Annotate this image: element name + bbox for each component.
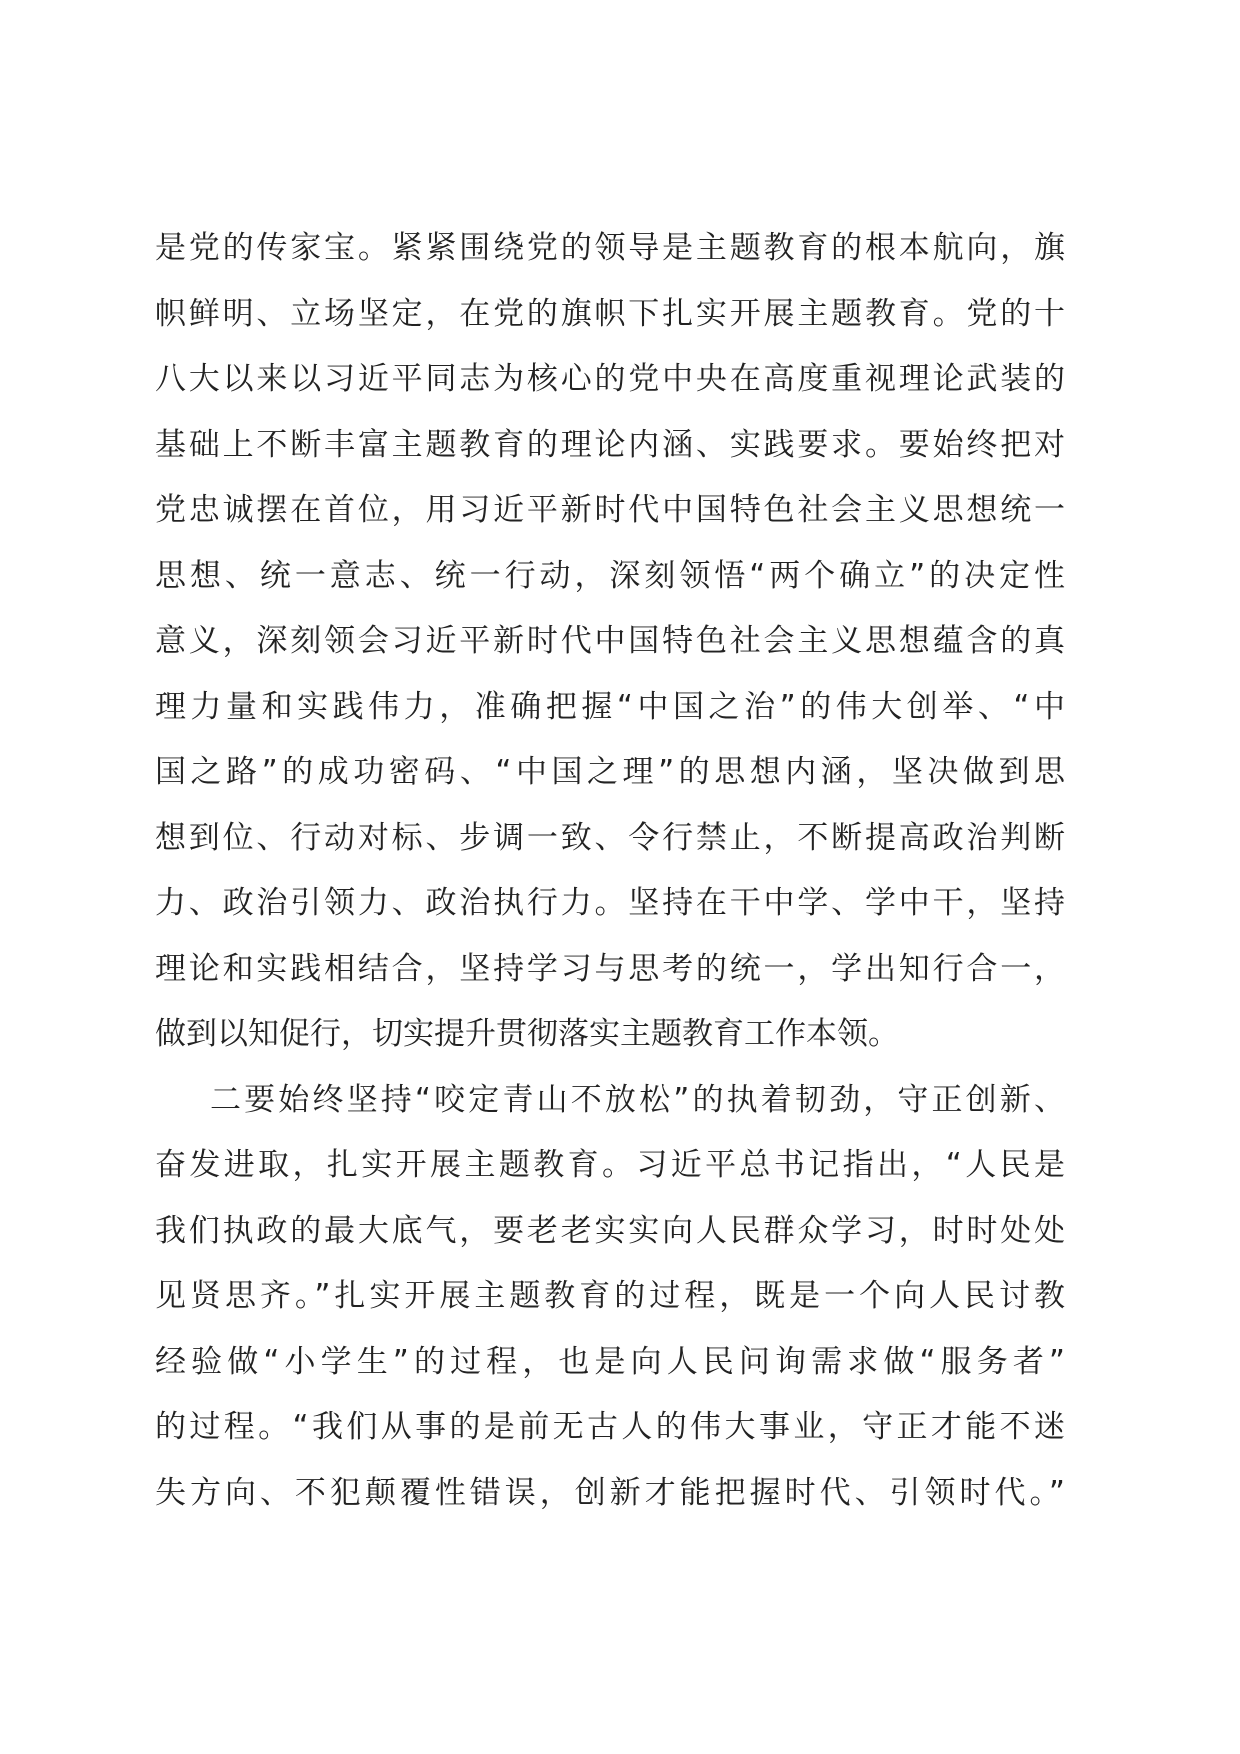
text-line: 经验做“小学生”的过程，也是向人民问询需求做“服务者” xyxy=(155,1343,1065,1380)
text-line: 我们执政的最大底气，要老老实实向人民群众学习，时时处处 xyxy=(155,1212,1065,1249)
text-line: 基础上不断丰富主题教育的理论内涵、实践要求。要始终把对 xyxy=(155,426,1065,463)
text-line: 是党的传家宝。紧紧围绕党的领导是主题教育的根本航向，旗 xyxy=(155,230,1065,266)
text-line: 的过程。“我们从事的是前无古人的伟大事业，守正才能不迷 xyxy=(155,1409,1065,1445)
text-line: 奋发进取，扎实开展主题教育。习近平总书记指出，“人民是 xyxy=(155,1147,1065,1183)
text-line: 理力量和实践伟力，准确把握“中国之治”的伟大创举、“中 xyxy=(155,688,1065,725)
text-line: 见贤思齐。”扎实开展主题教育的过程，既是一个向人民讨教 xyxy=(155,1278,1065,1314)
text-line: 力、政治引领力、政治执行力。坚持在干中学、学中干，坚持 xyxy=(155,885,1065,921)
text-line: 帜鲜明、立场坚定，在党的旗帜下扎实开展主题教育。党的十 xyxy=(155,295,1065,332)
paragraph-end-line: 做到以知促行，切实提升贯彻落实主题教育工作本领。 xyxy=(155,1016,899,1052)
text-line: 八大以来以习近平同志为核心的党中央在高度重视理论武装的 xyxy=(155,361,1065,397)
text-line: 思想、统一意志、统一行动，深刻领悟“两个确立”的决定性 xyxy=(155,557,1065,594)
paragraph-start-line: 二要始终坚持“咬定青山不放松”的执着韧劲，守正创新、 xyxy=(210,1081,1065,1118)
text-line: 失方向、不犯颠覆性错误，创新才能把握时代、引领时代。” xyxy=(155,1474,1065,1511)
text-line: 国之路”的成功密码、“中国之理”的思想内涵，坚决做到思 xyxy=(155,754,1065,790)
text-line: 理论和实践相结合，坚持学习与思考的统一，学出知行合一， xyxy=(155,950,1065,987)
text-line: 想到位、行动对标、步调一致、令行禁止，不断提高政治判断 xyxy=(155,819,1065,856)
text-line: 党忠诚摆在首位，用习近平新时代中国特色社会主义思想统一 xyxy=(155,492,1065,528)
text-line: 意义，深刻领会习近平新时代中国特色社会主义思想蕴含的真 xyxy=(155,623,1065,659)
body-text xyxy=(155,216,1065,1526)
